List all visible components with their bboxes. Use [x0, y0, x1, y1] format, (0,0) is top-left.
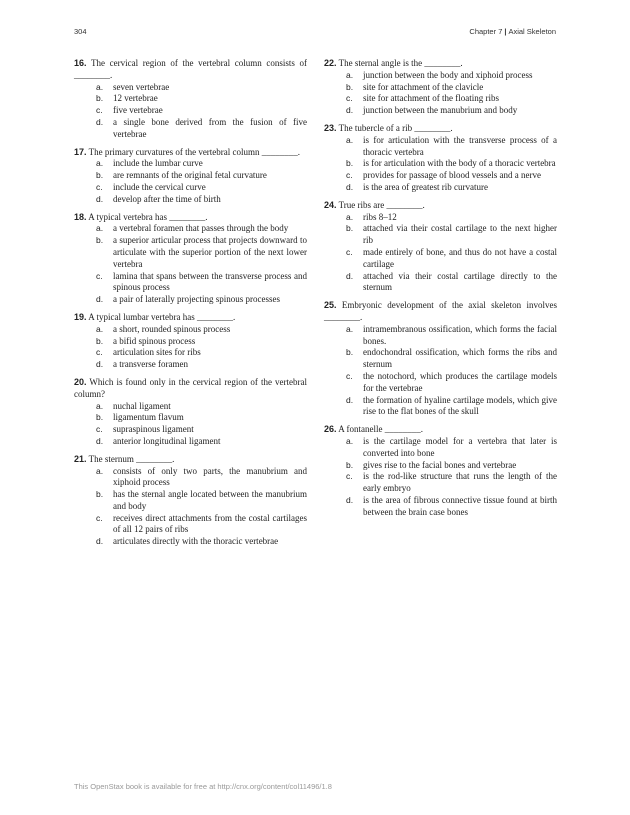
- answer-options: [324, 212, 557, 295]
- option-letter: b.: [96, 335, 104, 346]
- answer-options: [74, 466, 307, 549]
- answer-option: [74, 466, 307, 490]
- option-letter: c.: [96, 181, 103, 192]
- answer-option: [74, 235, 307, 270]
- answer-option: [324, 170, 557, 182]
- question-number: 18.: [74, 211, 87, 222]
- answer-option: [324, 495, 557, 519]
- answer-option: [324, 471, 557, 495]
- option-letter: a.: [96, 81, 104, 92]
- option-letter: b.: [346, 347, 354, 358]
- answer-option: [324, 82, 557, 94]
- answer-option: [324, 436, 557, 460]
- question-text: A typical lumbar vertebra has ________.: [88, 311, 236, 322]
- answer-option: [74, 436, 307, 448]
- option-text: lamina that spans between the transverse process and spinous process: [113, 270, 307, 293]
- option-text: a transverse foramen: [113, 359, 188, 370]
- question-item: [74, 454, 307, 548]
- option-letter: b.: [346, 223, 354, 234]
- option-letter: b.: [346, 81, 354, 92]
- option-letter: a.: [96, 158, 104, 169]
- option-letter: b.: [346, 158, 354, 169]
- answer-option: [74, 536, 307, 548]
- answer-option: [74, 401, 307, 413]
- question-number: 17.: [74, 146, 87, 157]
- question-stem: [324, 200, 557, 212]
- answer-options: [74, 82, 307, 141]
- option-text: include the lumbar curve: [113, 158, 203, 169]
- question-stem: [324, 58, 557, 70]
- option-text: a bifid spinous process: [113, 335, 196, 346]
- answer-option: [74, 93, 307, 105]
- option-text: is for articulation with the body of a thoracic vertebra: [363, 158, 556, 169]
- option-letter: d.: [96, 359, 104, 370]
- answer-option: [74, 223, 307, 235]
- option-letter: d.: [96, 294, 104, 305]
- option-letter: c.: [346, 170, 353, 181]
- answer-option: [74, 336, 307, 348]
- question-item: [324, 58, 557, 117]
- option-text: gives rise to the facial bones and vertebrae: [363, 459, 517, 470]
- option-letter: b.: [96, 170, 104, 181]
- option-letter: a.: [346, 69, 354, 80]
- question-stem: [74, 454, 307, 466]
- answer-option: [324, 347, 557, 371]
- answer-option: [324, 135, 557, 159]
- option-letter: d.: [96, 536, 104, 547]
- answer-option: [324, 271, 557, 295]
- option-text: ribs 8–12: [363, 211, 397, 222]
- option-text: is the area of greatest rib curvature: [363, 181, 488, 192]
- option-text: five vertebrae: [113, 105, 163, 116]
- option-text: a short, rounded spinous process: [113, 323, 231, 334]
- answer-option: [74, 513, 307, 537]
- question-item: [324, 123, 557, 194]
- option-text: articulates directly with the thoracic vertebrae: [113, 536, 279, 547]
- option-letter: a.: [346, 323, 354, 334]
- option-text: develop after the time of birth: [113, 193, 221, 204]
- answer-option: [324, 324, 557, 348]
- answer-option: [324, 223, 557, 247]
- option-letter: b.: [96, 235, 104, 246]
- question-stem: [74, 147, 307, 159]
- option-text: attached via their costal cartilage to the next higher rib: [363, 223, 557, 246]
- right-column: [324, 58, 557, 524]
- question-text: A fontanelle ________.: [338, 424, 424, 435]
- running-title: [469, 27, 556, 36]
- option-letter: c.: [96, 105, 103, 116]
- option-text: the notochord, which produces the cartilage models for the vertebrae: [363, 370, 557, 393]
- answer-option: [324, 371, 557, 395]
- answer-option: [74, 271, 307, 295]
- question-item: [324, 424, 557, 518]
- option-text: are remnants of the original fetal curvature: [113, 170, 267, 181]
- question-item: [74, 312, 307, 371]
- question-text: A typical vertebra has ________.: [88, 211, 208, 222]
- answer-option: [74, 294, 307, 306]
- question-text: The primary curvatures of the vertebral column ________.: [88, 146, 301, 157]
- answer-options: [324, 135, 557, 194]
- option-text: junction between the body and xiphoid process: [363, 69, 533, 80]
- question-number: 21.: [74, 453, 87, 464]
- option-letter: b.: [96, 412, 104, 423]
- option-letter: c.: [96, 347, 103, 358]
- option-text: a pair of laterally projecting spinous processes: [113, 294, 280, 305]
- answer-option: [324, 105, 557, 117]
- question-number: 23.: [324, 122, 337, 133]
- option-letter: a.: [96, 465, 104, 476]
- question-stem: [324, 123, 557, 135]
- answer-option: [74, 412, 307, 424]
- answer-option: [324, 460, 557, 472]
- question-text: Embryonic development of the axial skeleton involves ________.: [324, 300, 558, 322]
- question-stem: [74, 212, 307, 224]
- question-stem: [324, 424, 557, 436]
- question-number: 16.: [74, 58, 87, 68]
- option-letter: d.: [346, 181, 354, 192]
- question-text: The sternum ________.: [88, 453, 175, 464]
- question-number: 26.: [324, 424, 337, 435]
- answer-options: [324, 436, 557, 519]
- option-text: consists of only two parts, the manubrium and xiphoid process: [113, 465, 307, 488]
- option-letter: c.: [96, 270, 103, 281]
- answer-options: [324, 324, 557, 418]
- answer-option: [74, 82, 307, 94]
- option-letter: a.: [96, 400, 104, 411]
- answer-option: [74, 359, 307, 371]
- option-text: attached via their costal cartilage directly to the sternum: [363, 270, 557, 293]
- question-stem: [74, 58, 307, 82]
- question-text: True ribs are ________.: [338, 199, 425, 210]
- question-text: Which is found only in the cervical region of the vertebral column?: [74, 376, 307, 399]
- answer-options: [74, 324, 307, 371]
- option-text: a vertebral foramen that passes through the body: [113, 223, 289, 234]
- answer-option: [74, 194, 307, 206]
- question-stem: [74, 377, 307, 401]
- option-text: is for articulation with the transverse process of a thoracic vertebra: [363, 134, 557, 157]
- option-letter: a.: [346, 211, 354, 222]
- option-text: receives direct attachments from the costal cartilages of all 12 pairs of ribs: [113, 512, 307, 535]
- option-text: anterior longitudinal ligament: [113, 435, 221, 446]
- answer-options: [324, 70, 557, 117]
- option-letter: c.: [346, 93, 353, 104]
- question-number: 22.: [324, 58, 337, 68]
- answer-option: [324, 182, 557, 194]
- page-footer: This OpenStax book is available for free at http://cnx.org/content/col11496/1.8: [74, 782, 332, 791]
- option-text: articulation sites for ribs: [113, 347, 201, 358]
- question-text: The cervical region of the vertebral column consists of ________.: [74, 58, 307, 80]
- option-text: endochondral ossification, which forms the ribs and sternum: [363, 347, 557, 370]
- answer-option: [74, 489, 307, 513]
- option-text: 12 vertebrae: [113, 93, 158, 104]
- option-text: nuchal ligament: [113, 400, 171, 411]
- question-item: [74, 58, 307, 141]
- answer-option: [324, 212, 557, 224]
- answer-option: [74, 324, 307, 336]
- option-letter: d.: [346, 394, 354, 405]
- answer-option: [324, 93, 557, 105]
- question-item: [324, 200, 557, 294]
- option-letter: c.: [96, 512, 103, 523]
- answer-option: [74, 347, 307, 359]
- answer-options: [74, 223, 307, 306]
- option-letter: c.: [346, 246, 353, 257]
- answer-option: [324, 247, 557, 271]
- option-text: supraspinous ligament: [113, 424, 194, 435]
- question-text: The tubercle of a rib ________.: [338, 122, 453, 133]
- question-stem: [74, 312, 307, 324]
- answer-option: [74, 117, 307, 141]
- option-letter: d.: [346, 494, 354, 505]
- option-text: a superior articular process that projects downward to articulate with the superior portion of the next lower vertebra: [113, 235, 307, 269]
- option-text: a single bone derived from the fusion of five vertebrae: [113, 116, 307, 139]
- option-letter: b.: [96, 93, 104, 104]
- option-text: intramembranous ossification, which forms the facial bones.: [363, 323, 557, 346]
- option-text: seven vertebrae: [113, 81, 170, 92]
- left-column: [74, 58, 307, 554]
- question-item: [324, 300, 557, 418]
- title-separator: |: [504, 27, 507, 36]
- option-letter: a.: [96, 323, 104, 334]
- answer-option: [74, 170, 307, 182]
- question-item: [74, 147, 307, 206]
- option-text: is the cartilage model for a vertebra that later is converted into bone: [363, 435, 557, 458]
- question-number: 19.: [74, 311, 87, 322]
- option-letter: c.: [346, 471, 353, 482]
- option-letter: d.: [346, 105, 354, 116]
- answer-option: [324, 395, 557, 419]
- option-letter: c.: [96, 424, 103, 435]
- option-text: provides for passage of blood vessels and a nerve: [363, 170, 541, 181]
- option-letter: d.: [96, 116, 104, 127]
- option-text: is the area of fibrous connective tissue found at birth between the brain case bones: [363, 494, 557, 517]
- page-number: 304: [74, 27, 87, 36]
- question-number: 25.: [324, 300, 337, 311]
- answer-option: [324, 158, 557, 170]
- question-item: [74, 212, 307, 306]
- option-text: site for attachment of the floating ribs: [363, 93, 499, 104]
- option-letter: a.: [96, 223, 104, 234]
- answer-option: [324, 70, 557, 82]
- option-letter: d.: [96, 435, 104, 446]
- page-header: [74, 27, 556, 39]
- question-item: [74, 377, 307, 448]
- option-text: has the sternal angle located between the manubrium and body: [113, 489, 307, 511]
- answer-option: [74, 105, 307, 117]
- option-text: is the rod-like structure that runs the length of the early embryo: [363, 471, 557, 494]
- option-letter: c.: [346, 370, 353, 381]
- option-text: ligamentum flavum: [113, 412, 184, 423]
- chapter-label: Chapter 7: [469, 27, 503, 36]
- question-stem: [324, 300, 557, 324]
- question-number: 24.: [324, 199, 337, 210]
- answer-option: [74, 158, 307, 170]
- option-text: site for attachment of the clavicle: [363, 81, 484, 92]
- option-letter: a.: [346, 435, 354, 446]
- answer-option: [74, 182, 307, 194]
- option-text: include the cervical curve: [113, 181, 206, 192]
- option-letter: b.: [346, 459, 354, 470]
- option-text: the formation of hyaline cartilage models, which give rise to the flat bones of the skull: [363, 394, 557, 417]
- option-text: made entirely of bone, and thus do not have a costal cartilage: [363, 246, 557, 269]
- option-letter: d.: [346, 270, 354, 281]
- option-letter: d.: [96, 193, 104, 204]
- answer-option: [74, 424, 307, 436]
- answer-options: [74, 158, 307, 205]
- chapter-name: Axial Skeleton: [508, 27, 556, 36]
- answer-options: [74, 401, 307, 448]
- question-text: The sternal angle is the ________.: [338, 58, 463, 68]
- option-letter: a.: [346, 134, 354, 145]
- option-text: junction between the manubrium and body: [363, 105, 518, 116]
- question-number: 20.: [74, 376, 87, 387]
- option-letter: b.: [96, 489, 104, 500]
